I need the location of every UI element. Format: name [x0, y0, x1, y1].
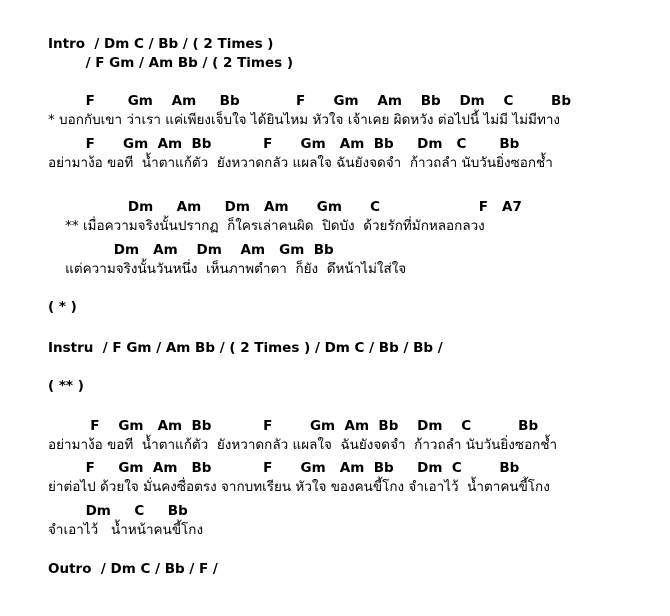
repeat-marker-2: ( ** ) [48, 378, 84, 394]
chord-line-7: Dm C Bb [48, 503, 188, 519]
chord-line-4: Dm Am Dm Am Gm Bb [48, 242, 334, 258]
chord-line-5: F Gm Am Bb F Gm Am Bb Dm C Bb [48, 418, 539, 434]
outro-line: Outro / Dm C / Bb / F / [48, 561, 218, 577]
instru-line: Instru / F Gm / Am Bb / ( 2 Times ) / Dm C / Bb / Bb / [48, 340, 443, 356]
lyric-line-6: ย่าต่อไป ด้วยใจ มั่นคงซื่อตรง จากบทเรียน หัวใจ ของคนขี้โกง จำเอาไว้ น้ำตาคนขี้โกง [48, 479, 550, 495]
chord-line-6: F Gm Am Bb F Gm Am Bb Dm C Bb [48, 460, 520, 476]
lyric-line-5: อย่ามาง้อ ขอที น้ำตาแก้ตัว ยังหวาดกลัว แผลใจ ฉันยังจดจำ ก้าวถลำ นับวันยิ่งซอกช้ำ [48, 437, 558, 453]
intro-line-2: / F Gm / Am Bb / ( 2 Times ) [48, 55, 294, 71]
lyric-line-1: * บอกกับเขา ว่าเรา แค่เพียงเจ็บใจ ได้ยินไหม หัวใจ เจ้าเคย ผิดหวัง ต่อไปนี้ ไม่มี ไม่มีทาง [48, 112, 561, 128]
lyric-line-7: จำเอาไว้ น้ำหน้าคนขี้โกง [48, 522, 204, 538]
lyric-line-3: ** เมื่อความจริงนั้นปรากฏ ก็ใครเล่าคนผิด ปิดบัง ด้วยรักที่มักหลอกลวง [48, 218, 485, 234]
chord-line-3: Dm Am Dm Am Gm C F A7 [48, 199, 522, 215]
lyric-line-2: อย่ามาง้อ ขอที น้ำตาแก้ตัว ยังหวาดกลัว แผลใจ ฉันยังจดจำ ก้าวถลำ นับวันยิ่งซอกช้ำ [48, 155, 553, 171]
chord-line-1: F Gm Am Bb F Gm Am Bb Dm C Bb [48, 93, 572, 109]
intro-line-1: Intro / Dm C / Bb / ( 2 Times ) [48, 36, 274, 52]
chord-line-2: F Gm Am Bb F Gm Am Bb Dm C Bb [48, 136, 520, 152]
repeat-marker-1: ( * ) [48, 299, 77, 315]
lyric-line-4: แต่ความจริงนั้นวันหนึ่ง เห็นภาพตำตา ก็ยัง ดึหน้าไม่ใส่ใจ [48, 261, 407, 277]
